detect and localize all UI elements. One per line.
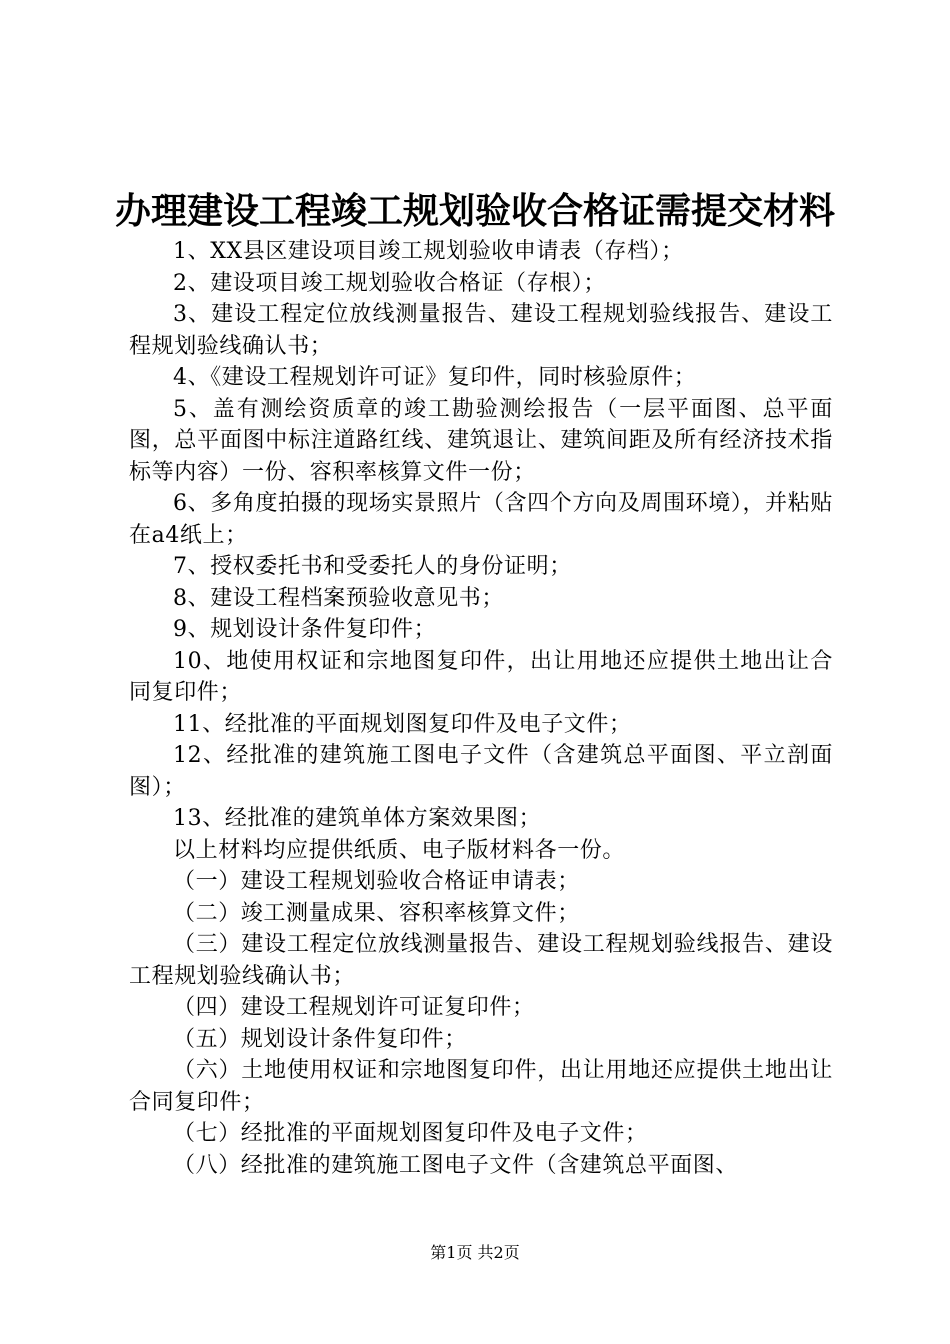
document-title: 办理建设工程竣工规划验收合格证需提交材料: [114, 190, 835, 232]
paragraph-1: 1、XX县区建设项目竣工规划验收申请表（存档）；: [173, 239, 684, 264]
paragraph-8: 8、建设工程档案预验收意见书；: [173, 585, 504, 611]
paragraph-2: 2、建设项目竣工规划验收合格证（存根）；: [173, 270, 606, 296]
paragraph-12: 12、经批准的建筑施工图电子文件（含建筑总平面图、平立剖面图）；: [129, 743, 833, 800]
item-four: （四）建设工程规划许可证复印件；: [173, 995, 535, 1020]
paragraph-9: 9、规划设计条件复印件；: [173, 617, 437, 642]
item-seven: （七）经批准的平面规划图复印件及电子文件；: [173, 1121, 648, 1146]
paragraph-13: 13、经批准的建筑单体方案效果图；: [173, 806, 542, 831]
paragraph-5: 5、盖有测绘资质章的竣工勘验测绘报告（一层平面图、总平面图，总平面图中标注道路红线、建筑退让、建筑间距及所有经济技术指标等内容）一份、容积率核算文件一份；: [129, 396, 833, 485]
paragraph-4: 4、《建设工程规划许可证》复印件，同时核验原件；: [173, 365, 697, 390]
paragraph-7: 7、授权委托书和受委托人的身份证明；: [173, 554, 572, 579]
page-number: 第1页 共2页: [430, 1243, 520, 1262]
item-two: （二）竣工测量成果、容积率核算文件；: [173, 900, 580, 926]
item-five: （五）规划设计条件复印件；: [173, 1026, 467, 1052]
paragraph-3: 3、建设工程定位放线测量报告、建设工程规划验线报告、建设工程规划验线确认书；: [129, 302, 833, 359]
document-body: [129, 236, 833, 1181]
paragraph-6: 6、多角度拍摄的现场实景照片（含四个方向及周围环境），并粘贴在a4纸上；: [129, 491, 833, 548]
paragraph-11: 11、经批准的平面规划图复印件及电子文件；: [173, 711, 632, 737]
paragraph-summary: 以上材料均应提供纸质、电子版材料各一份。: [173, 837, 626, 863]
paragraph-10: 10、地使用权证和宗地图复印件，出让用地还应提供土地出让合同复印件；: [129, 648, 833, 705]
item-eight: （八）经批准的建筑施工图电子文件（含建筑总平面图、: [173, 1152, 739, 1178]
item-three: （三）建设工程定位放线测量报告、建设工程规划验线报告、建设工程规划验线确认书；: [129, 932, 833, 989]
item-six: （六）土地使用权证和宗地图复印件，出让用地还应提供土地出让合同复印件；: [129, 1058, 833, 1115]
item-one: （一）建设工程规划验收合格证申请表；: [173, 869, 580, 894]
